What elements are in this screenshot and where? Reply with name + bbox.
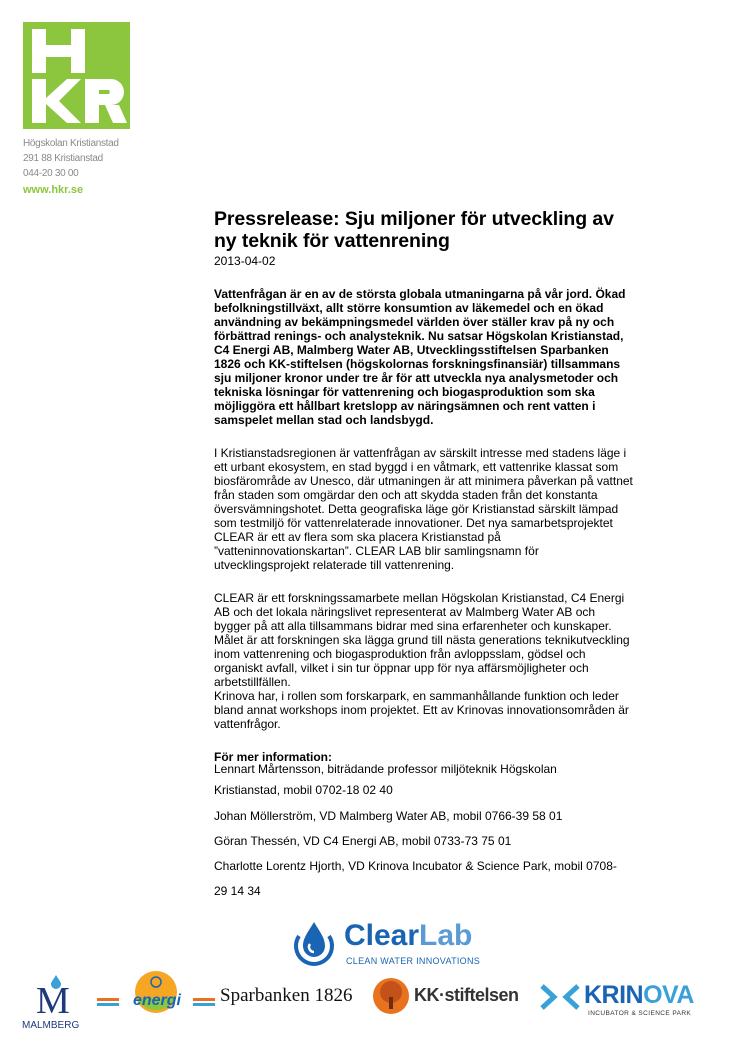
website-link[interactable]: www.hkr.se: [23, 184, 84, 196]
malmberg-name: MALMBERG: [22, 1020, 80, 1031]
clearlab-logo: [290, 918, 490, 970]
clearlab-lab-text: Lab: [419, 919, 473, 952]
article-date: 2013-04-02: [214, 254, 276, 268]
kk-stiftelsen-text: KK·stiftelsen: [414, 985, 519, 1005]
article-paragraph-2: CLEAR är ett forskningssamarbete mellan Högskolan Kristianstad, C4 Energi AB och det lokala näringslivet representerat av Malmberg Water AB och bygger på att alla tillsammans bidrar med sina erfarenheter och kunskaper. Målet är att forskningen ska lägga grund till nästa generations teknikutveckling inom vattenrening och biogasproduktion från avloppsslam, gödsel och organiskt avfall, vilket i sin tur öppnar upp för nya affärsmöjligheter och arbetstillfällen.: [214, 591, 630, 689]
contact-line-5: Charlotte Lorentz Hjorth, VD Krinova Incubator & Science Park, mobil 0708-: [214, 859, 617, 873]
article-paragraph-3: Krinova har, i rollen som forskarpark, en sammanhållande funktion och leder bland annat workshops inom projektet. Ett av Krinovas innovationsområden är vattenfrågor.: [214, 689, 629, 731]
krinova-tagline: INCUBATOR & SCIENCE PARK: [588, 1010, 692, 1017]
contact-line-3: Johan Möllerström, VD Malmberg Water AB, mobil 0766-39 58 01: [214, 809, 563, 823]
krinova-text-b: OVA: [643, 981, 694, 1009]
clearlab-clear-text: Clear: [344, 919, 420, 952]
sparbanken-logo: Sparbanken 1826: [220, 985, 353, 1006]
address-line-3: 044-20 30 00: [23, 168, 79, 179]
contact-line-4: Göran Thessén, VD C4 Energi AB, mobil 0733-73 75 01: [214, 834, 512, 848]
contact-heading: För mer information:: [214, 750, 333, 764]
tree-icon: [372, 977, 410, 1015]
malmberg-logo: [22, 975, 96, 1035]
address-line-2: 291 88 Kristianstad: [23, 153, 103, 164]
water-drop-icon: [290, 918, 338, 966]
article-title: Pressrelease: Sju miljoner för utveckling av ny teknik för vattenrening: [214, 208, 614, 252]
krinova-logo: [540, 982, 725, 1022]
kk-stiftelsen-logo: [372, 977, 519, 1017]
hkr-logo: [23, 22, 130, 129]
krinova-arrows-icon: [540, 984, 580, 1010]
article-paragraph-1: I Kristianstadsregionen är vattenfrågan av särskilt intresse med stadens läge i ett urbant ekosystem, en stad byggd i en våtmark, ett vattenrike klassat som biosfärområde av Unesco, där utmaningen är att minimera påverkan på vattnet från staden som omgärdar den och att skydda staden från det konstanta översvämningshotet. Detta geografiska läge gör Kristianstad särskilt lämpad som testmiljö för vattenrelaterade innovationer. Det nya samarbetsprojektet CLEAR är ett av flera som ska placera Kristianstad på ”vatteninnovationskartan”. CLEAR LAB blir samlingsnamn för utvecklingsprojekt relaterade till vattenrening.: [214, 446, 633, 572]
article-lead: Vattenfrågan är en av de största globala utmaningarna på vår jord. Ökad befolkningstillväxt, allt större konsumtion av läkemedel och en ökad användning av bekämpningsmedel världen över ställer krav på ny och förbättrad renings- och analysteknik. Nu satsar Högskolan Kristianstad, C4 Energi AB, Malmberg Water AB, Utvecklingsstiftelsen Sparbanken 1826 och KK-stiftelsen (högskolornas forskningsfinansiär) tillsammans sju miljoner kronor under tre år för att utveckla nya analysmetoder och tekniska lösningar för vattenrening och biogasproduktion som ska möjliggöra ett hållbart kretslopp av näringsämnen och rent vatten i samspelet mellan stad och landsbygd.: [214, 287, 626, 427]
krinova-text-a: KRIN: [584, 981, 644, 1009]
energi-logo: [97, 970, 215, 1020]
contact-line-2: Kristianstad, mobil 0702-18 02 40: [214, 783, 393, 797]
malmberg-letter: M: [36, 980, 70, 1022]
contact-line-6: 29 14 34: [214, 884, 261, 898]
clearlab-tagline: CLEAN WATER INNOVATIONS: [346, 956, 481, 966]
address-line-1: Högskolan Kristianstad: [23, 138, 119, 149]
energi-text: energi: [132, 992, 181, 1009]
contact-line-1: Lennart Mårtensson, biträdande professor miljöteknik Högskolan: [214, 762, 557, 776]
article: [214, 208, 634, 903]
